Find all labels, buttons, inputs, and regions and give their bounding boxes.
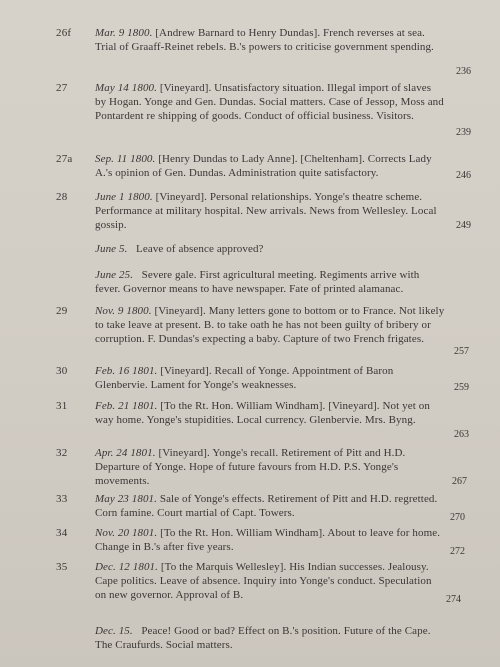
entry-text <box>95 399 445 427</box>
entry-summary: [Vineyard]. Many letters gone to bottom or to France. Not likely to take leave at present. B. to take oath he has not been guilty of bribery or corruption. F. Dundas's expecting a baby. Capture of two French frigates. <box>95 305 445 345</box>
entry-text <box>95 560 445 602</box>
entry-number: 34 <box>56 527 68 539</box>
entry-summary: [Andrew Barnard to Henry Dundas]. French reverses at sea. Trial of Graaff-Reinet rebels. B.'s powers to criticise government spending. <box>95 27 434 53</box>
entry-date: Mar. 9 1800. <box>95 27 153 39</box>
entry-date: Feb. 21 1801. <box>95 400 158 412</box>
entry-summary: [Vineyard]. Personal relationships. Yonge's theatre scheme. Performance at military hospital. New arrivals. News from Wellesley. Local gossip. <box>95 191 437 231</box>
entry-text <box>95 492 445 520</box>
entry-number: 29 <box>56 305 68 317</box>
page-reference: 259 <box>454 382 469 393</box>
entry-text <box>95 26 445 54</box>
entry-number: 27a <box>56 153 73 165</box>
page-reference: 249 <box>456 220 471 231</box>
entry-summary: Severe gale. First agricultural meeting. Regiments arrive with fever. Governor means to have newspaper. Fate of printed alamanac. <box>95 269 420 295</box>
entry-text <box>95 304 445 346</box>
page-reference: 274 <box>446 594 461 605</box>
page-reference: 272 <box>450 546 465 557</box>
entry-summary: [Vineyard]. Recall of Yonge. Appointment of Baron Glenbervie. Lament for Yonge's weaknesses. <box>95 365 394 391</box>
entry-number: 33 <box>56 493 68 505</box>
entry-date: Apr. 24 1801. <box>95 447 156 459</box>
entry-text <box>95 446 445 488</box>
page-reference: 239 <box>456 127 471 138</box>
entry-date: May 23 1801. <box>95 493 157 505</box>
entry-number: 26f <box>56 27 72 39</box>
entry-date: Dec. 15. <box>95 625 133 637</box>
entry-date: May 14 1800. <box>95 82 157 94</box>
page-reference: 263 <box>454 429 469 440</box>
entry-summary: Leave of absence approved? <box>136 243 264 255</box>
entry-summary: [Vineyard]. Yonge's recall. Retirement of Pitt and H.D. Departure of Yonge. Hope of future favours from H.D. P.S. Yonge's movements. <box>95 447 406 487</box>
entry-summary: [To the Marquis Wellesley]. His Indian successes. Jealousy. Cape politics. Leave of absence. Inquiry into Yonge's conduct. Speculation on new governor. Approval of B. <box>95 561 432 601</box>
entry-number: 31 <box>56 400 68 412</box>
entry-summary: [Vineyard]. Unsatisfactory situation. Illegal import of slaves by Hogan. Yonge and Gen. Dundas. Social matters. Case of Jessop, Moss and Pontardent re shipping of goods. Conduct of official business. Visitors. <box>95 82 444 122</box>
entry-date: Feb. 16 1801. <box>95 365 158 377</box>
entry-date: Nov. 9 1800. <box>95 305 152 317</box>
entry-summary: [To the Rt. Hon. William Windham]. About to leave for home. Change in B.'s after five years. <box>95 527 441 553</box>
entry-text <box>95 242 445 256</box>
entry-date: Dec. 12 1801. <box>95 561 159 573</box>
page-reference: 246 <box>456 170 471 181</box>
entry-number: 30 <box>56 365 68 377</box>
entry-date: June 5. <box>95 243 128 255</box>
page-reference: 257 <box>454 346 469 357</box>
entry-number: 35 <box>56 561 68 573</box>
page-reference: 270 <box>450 512 465 523</box>
entry-summary: Peace! Good or bad? Effect on B.'s position. Future of the Cape. The Craufurds. Social matters. <box>95 625 431 651</box>
entry-date: June 25. <box>95 269 134 281</box>
entry-text <box>95 152 445 180</box>
entry-number: 27 <box>56 82 68 94</box>
page-reference: 267 <box>452 476 467 487</box>
entry-date: Nov. 20 1801. <box>95 527 158 539</box>
entry-text <box>95 81 445 123</box>
entry-summary: [To the Rt. Hon. William Windham]. [Vineyard]. Not yet on way home. Yonge's stupidities. Local currency. Glenbervie. Mrs. Byng. <box>95 400 430 426</box>
entry-summary: Sale of Yonge's effects. Retirement of Pitt and H.D. regretted. Corn famine. Court martial of Capt. Towers. <box>95 493 438 519</box>
entry-text <box>95 364 445 392</box>
entry-text <box>95 624 445 652</box>
entry-summary: [Henry Dundas to Lady Anne]. [Cheltenham]. Corrects Lady A.'s opinion of Gen. Dundas. Administration quite satisfactory. <box>95 153 432 179</box>
page-reference: 236 <box>456 66 471 77</box>
entry-date: June 1 1800. <box>95 191 153 203</box>
entry-text <box>95 190 445 232</box>
entry-number: 28 <box>56 191 68 203</box>
entry-text <box>95 526 445 554</box>
entry-number: 32 <box>56 447 68 459</box>
entry-text <box>95 268 445 296</box>
entry-date: Sep. 11 1800. <box>95 153 156 165</box>
